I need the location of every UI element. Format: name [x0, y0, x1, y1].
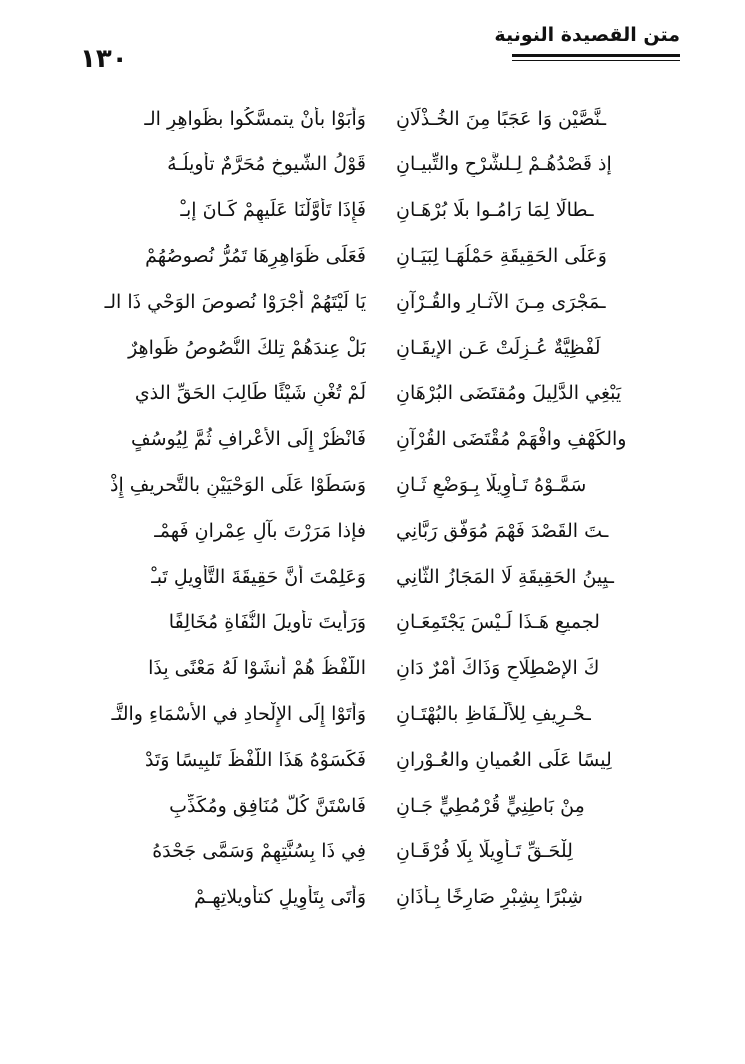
verse-first-hemistich: قَوْلُ الشّيوخِ مُحَرَّمٌ تأويلُـهُ — [167, 153, 366, 176]
verse-first-hemistich: فَانْظُرْ إِلَى الأَعْرافِ ثُمَّ لِيُوسُفٍ — [130, 428, 366, 451]
verse-second-hemistich: سَمَّـوْهُ تَـأْوِيلًا بِـوَضْعٍ ثَـانِ — [396, 473, 587, 496]
header-rule-thin — [512, 60, 680, 61]
verse-second-hemistich: لِيسًا عَلَى العُميانِ والعُـوْرانِ — [396, 748, 612, 771]
verse — [86, 279, 676, 325]
verse-first-hemistich: اللَّفْظُ هُمْ أَنشَوْا لَهُ مَعْنًى بِذَا — [148, 657, 366, 680]
verse — [86, 142, 676, 188]
verse-second-hemistich: ـيِينُ الحَقِيقَةِ لَا المَجَازُ الثَّانِي — [396, 565, 614, 588]
verse-second-hemistich: إذ قَصْدُهُـمْ لِـلشَّرْحِ والتِّبيـانِ — [396, 153, 612, 176]
page-header — [80, 24, 680, 76]
verse-first-hemistich: وَسَطَوْا عَلَى الوَحْيَيْنِ بالتَّحريفِ إِذْ — [110, 473, 366, 496]
verse-first-hemistich: وَرَأَيتَ تأويلَ النُّفَاةِ مُخَالِفًا — [168, 611, 366, 634]
verse — [86, 508, 676, 554]
verse — [86, 737, 676, 783]
verse-second-hemistich: ـمَجْرَى مِـنَ الآثـارِ والقُـرْآنِ — [396, 290, 606, 313]
verse-first-hemistich: وَأَتَى بِتَأْوِيلٍ كتأويلاتِهِـمْ — [194, 886, 366, 909]
header-rule-thick — [512, 54, 680, 57]
verse-second-hemistich: ـطالًا لِمَا رَامُـوا بلَا بُرْهَـانِ — [396, 199, 594, 222]
verse-second-hemistich: ـتَ القَصْدَ فَهْمَ مُوَفَّقٍ رَبَّانِي — [396, 519, 609, 542]
verse — [86, 325, 676, 371]
verse-second-hemistich: يَبْغِي الدَّلِيلَ ومُقتَضَى البُرْهَانِ — [396, 382, 622, 405]
book-title: متن القصيدة النونية — [494, 24, 680, 46]
verse — [86, 96, 676, 142]
verse-second-hemistich: ـحْـرِيفِ لِلأَلْـفَاظِ بالبُهْتَـانِ — [396, 702, 591, 725]
verse-first-hemistich: فإذا مَرَرْتَ بآلِ عِمْرانٍ فَهِمْـ — [154, 519, 366, 542]
verse-first-hemistich: وَأَبَوْا بأنْ يتمسَّكُوا بظَواهِرِ الـ — [144, 107, 366, 130]
verse — [86, 646, 676, 692]
verse-first-hemistich: يَا لَيْتَهُمْ أَجْرَوْا نُصوصَ الوَحْيِ ذَا الـ — [104, 290, 366, 313]
verse — [86, 554, 676, 600]
verse-first-hemistich: فِي ذَا بِسُنَّتِهِمْ وَسَمَّى جَحْدَهُ — [152, 840, 366, 863]
page-number: ١٣٠ — [80, 44, 128, 74]
verse-first-hemistich: فَاسْتَنَّ كُلُّ مُنَافِقٍ ومُكَذِّبٍ — [169, 794, 366, 817]
verse-second-hemistich: ـنَّصَّيْنِ وَا عَجَبًا مِنَ الخُـذْلَانِ — [396, 107, 607, 130]
verse-second-hemistich: لَفْظِيَّةٌ عُـزِلَتْ عَـنِ الإيقَـانِ — [396, 336, 601, 359]
verse-second-hemistich: لِلْحَـقِّ تَـأْوِيلًا بِلَا فُرْقَـانِ — [396, 840, 573, 863]
verse — [86, 829, 676, 875]
verse — [86, 371, 676, 417]
verse — [86, 233, 676, 279]
verse — [86, 417, 676, 463]
verse-second-hemistich: مِنْ بَاطِنِيٍّ قُرْمُطِيٍّ جَـانِ — [396, 794, 585, 817]
verse-second-hemistich: كَ الإصْطِلَاحِ وَذَاكَ أَمْرٌ دَانِ — [396, 657, 600, 680]
verse-second-hemistich: شِبْرًا بِشِبْرٍ صَارِخًا بِـأَذَانِ — [396, 886, 583, 909]
verse-second-hemistich: والكَهْفِ وافْهَمْ مُقْتَضَى القُرْآنِ — [396, 428, 627, 451]
verse-first-hemistich: وَأَتَوْا إِلَى الإِلْحادِ في الأَسْمَاءِ والتَّـ — [111, 702, 366, 725]
verse-first-hemistich: وَعَلِمْتَ أَنَّ حَقِيقَةَ التَّأْوِيلِ تَبـْ — [151, 565, 366, 588]
verse — [86, 462, 676, 508]
verse-second-hemistich: وَعَلَى الحَقِيقَةِ حَمْلُهَـا لِبَيَـانِ — [396, 244, 607, 267]
verse — [86, 875, 676, 921]
poem-verses — [86, 96, 676, 920]
verse — [86, 691, 676, 737]
verse — [86, 600, 676, 646]
verse-first-hemistich: لَمْ تُغْنِ شَيْئًا طَالِبَ الحَقِّ الذي — [134, 382, 366, 405]
verse-first-hemistich: فَإِذَا تَأَوَّلْنَا عَلَيهِمْ كَـانَ إبـْ — [180, 199, 366, 222]
verse-second-hemistich: لجميعِ هَـذَا لَـيْسَ يَجْتَمِعَـانِ — [396, 611, 600, 634]
verse — [86, 188, 676, 234]
verse-first-hemistich: فَكَسَوْهُ هَذَا اللَّفْظَ تَلبِيسًا وَتَدْ — [145, 748, 366, 771]
verse — [86, 783, 676, 829]
verse-first-hemistich: فَعَلَى ظَوَاهِرِهَا تَمُرُّ نُصوصُهُمْ — [145, 244, 366, 267]
verse-first-hemistich: بَلْ عِندَهُمْ تِلكَ النُّصُوصُ ظَواهِرٌ — [128, 336, 366, 359]
